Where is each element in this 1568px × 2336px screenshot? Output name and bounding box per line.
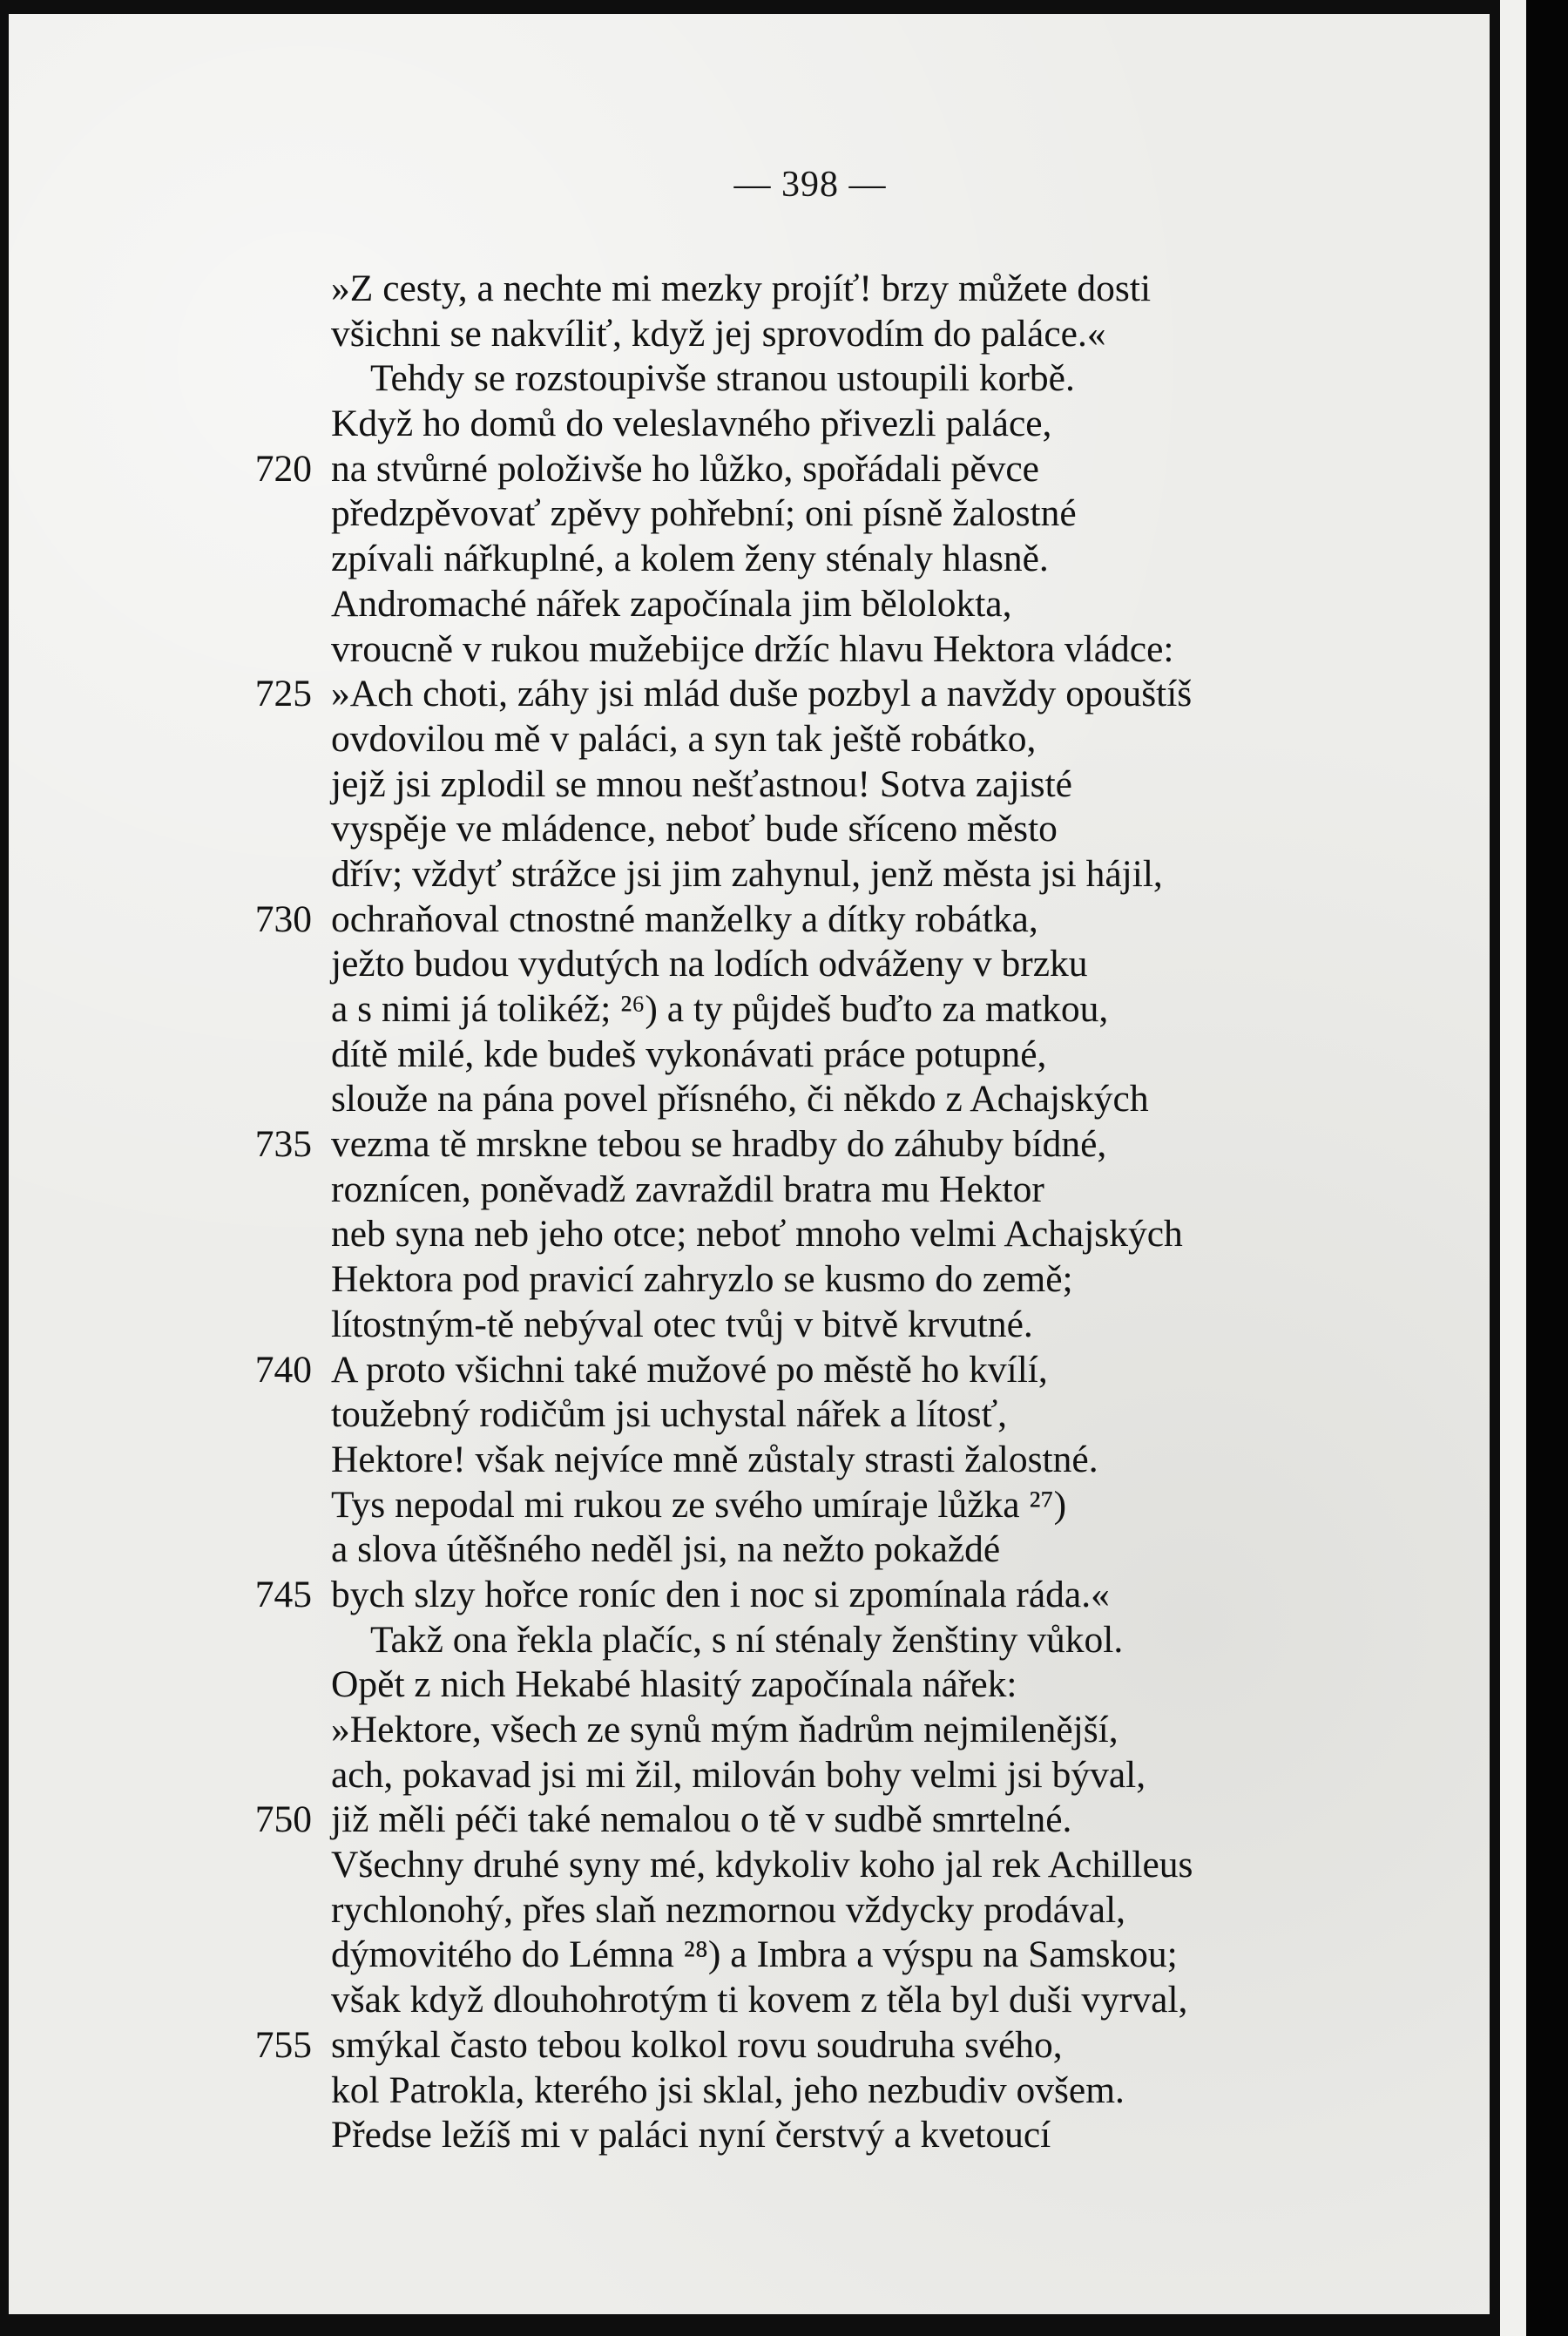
verse-text: Tys nepodal mi rukou ze svého umíraje lůžka ²⁷)	[331, 1483, 1067, 1526]
verse-line	[9, 852, 1490, 897]
verse-text: Takž ona řekla plačíc, s ní sténaly ženštiny vůkol.	[370, 1618, 1124, 1661]
verse-text: Tehdy se rozstoupivše stranou ustoupili korbě.	[370, 357, 1075, 400]
verse-line	[9, 447, 1490, 492]
verse-line	[9, 537, 1490, 582]
line-number: 720	[254, 447, 312, 490]
verse-text: předzpěvovať zpěvy pohřební; oni písně žalostné	[331, 492, 1077, 535]
verse-line	[9, 1798, 1490, 1843]
verse-line	[9, 2113, 1490, 2158]
verse-line	[9, 627, 1490, 673]
verse-text: ochraňoval ctnostné manželky a dítky robátka,	[331, 897, 1038, 940]
line-number: 730	[254, 897, 312, 940]
verse-text: »Hektore, všech ze synů mým ňadrům nejmilenější,	[331, 1709, 1119, 1750]
verse-text: a s nimi já tolikéž; ²⁶) a ty půjdeš buďto za matkou,	[331, 988, 1109, 1030]
verse-line	[9, 1212, 1490, 1257]
line-number: 750	[254, 1798, 312, 1841]
verse-line	[9, 1527, 1490, 1573]
verse-text: dítě milé, kde budeš vykonávati práce potupné,	[331, 1033, 1047, 1075]
verse-text: slouže na pána povel přísného, či někdo z Achajských	[331, 1078, 1149, 1121]
verse-text: a slova útěšného neděl jsi, na nežto pokaždé	[331, 1528, 1001, 1571]
verse-line	[9, 491, 1490, 537]
verse-line	[9, 987, 1490, 1033]
verse-text: roznícen, poněvadž zavraždil bratra mu Hektor	[331, 1168, 1044, 1210]
verse-text: Hektore! však nejvíce mně zůstaly strasti žalostné.	[331, 1438, 1098, 1480]
verse-line	[9, 582, 1490, 627]
verse-text: Andromaché nářek započínala jim bělolokta,	[331, 582, 1012, 625]
verse-line	[9, 356, 1490, 402]
verse-text: Všechny druhé syny mé, kdykoliv koho jal rek Achilleus	[331, 1844, 1193, 1886]
verse-text: toužebný rodičům jsi uchystal nářek a lítosť,	[331, 1393, 1008, 1436]
verse-line	[9, 1122, 1490, 1168]
verse-line	[9, 1933, 1490, 1978]
verse-line	[9, 762, 1490, 808]
poem-text	[9, 267, 1490, 2158]
verse-line	[9, 1257, 1490, 1303]
verse-text: kol Patrokla, kterého jsi sklal, jeho nezbudiv ovšem.	[331, 2069, 1125, 2111]
line-number: 740	[254, 1348, 312, 1391]
verse-text: A proto všichni také mužové po městě ho kvílí,	[331, 1348, 1048, 1391]
verse-text: dýmovitého do Lémna ²⁸) a Imbra a výspu na Samskou;	[331, 1933, 1178, 1976]
verse-text: Opět z nich Hekabé hlasitý započínala nářek:	[331, 1663, 1017, 1706]
verse-line	[9, 807, 1490, 852]
verse-text: Hektora pod pravicí zahryzlo se kusmo do země;	[331, 1258, 1073, 1301]
verse-text: neb syna neb jeho otce; neboť mnoho velmi Achajských	[331, 1213, 1183, 1256]
line-number: 735	[254, 1123, 312, 1166]
verse-text: Předse ležíš mi v paláci nyní čerstvý a kvetoucí	[331, 2114, 1051, 2157]
verse-text: »Z cesty, a nechte mi mezky projíť! brzy můžete dosti	[331, 267, 1152, 309]
line-number: 745	[254, 1573, 312, 1615]
verse-text: vyspěje ve mládence, neboť bude sříceno město	[331, 808, 1058, 850]
verse-text: lítostným-tě nebýval otec tvůj v bitvě krvutné.	[331, 1303, 1033, 1345]
verse-text: na stvůrné položivše ho lůžko, spořádali pěvce	[331, 447, 1039, 490]
verse-text: »Ach choti, záhy jsi mlád duše pozbyl a navždy opouštíš	[331, 673, 1193, 715]
verse-line	[9, 1077, 1490, 1122]
verse-line	[9, 717, 1490, 762]
verse-line	[9, 2069, 1490, 2114]
verse-text: vroucně v rukou mužebijce držíc hlavu Hektora vládce:	[331, 627, 1174, 670]
verse-text: bych slzy hořce roníc den i noc si zpomínala ráda.«	[331, 1573, 1110, 1615]
line-number: 725	[254, 673, 312, 715]
verse-line	[9, 1483, 1490, 1528]
verse-line	[9, 1033, 1490, 1078]
verse-line	[9, 942, 1490, 987]
verse-text: však když dlouhohrotým ti kovem z těla byl duši vyrval,	[331, 1979, 1188, 2021]
verse-line	[9, 1753, 1490, 1798]
verse-line	[9, 1348, 1490, 1393]
verse-text: dřív; vždyť strážce jsi jim zahynul, jenž města jsi hájil,	[331, 852, 1163, 895]
verse-line	[9, 1843, 1490, 1888]
verse-line	[9, 1978, 1490, 2023]
verse-line	[9, 672, 1490, 717]
verse-line	[9, 2023, 1490, 2069]
verse-text: ježto budou vydutých na lodích odváženy v brzku	[331, 943, 1088, 985]
verse-text: rychlonohý, přes slaň nezmornou vždycky prodával,	[331, 1888, 1126, 1931]
verse-line	[9, 267, 1490, 312]
verse-text: ovdovilou mě v paláci, a syn tak ještě robátko,	[331, 717, 1037, 760]
verse-line	[9, 897, 1490, 943]
verse-line	[9, 1618, 1490, 1663]
scan-border	[1526, 0, 1568, 2336]
verse-line	[9, 1438, 1490, 1483]
verse-text: smýkal často tebou kolkol rovu soudruha svého,	[331, 2023, 1063, 2066]
book-page	[9, 14, 1490, 2314]
verse-text: jejž jsi zplodil se mnou nešťastnou! Sotva zajisté	[331, 762, 1072, 805]
verse-text: již měli péči také nemalou o tě v sudbě smrtelné.	[331, 1798, 1072, 1841]
verse-line	[9, 402, 1490, 447]
verse-text: Když ho domů do veleslavného přivezli paláce,	[331, 403, 1052, 445]
facing-page-edge	[1500, 0, 1526, 2336]
verse-text: všichni se nakvíliť, když jej sprovodím do paláce.«	[331, 312, 1106, 355]
line-number: 755	[254, 2023, 312, 2066]
verse-line	[9, 1708, 1490, 1753]
verse-line	[9, 1888, 1490, 1933]
verse-line	[9, 1392, 1490, 1438]
verse-line	[9, 1303, 1490, 1348]
verse-line	[9, 1573, 1490, 1618]
verse-text: zpívali nářkuplné, a kolem ženy sténaly hlasně.	[331, 538, 1049, 580]
verse-line	[9, 1662, 1490, 1708]
verse-line	[9, 312, 1490, 357]
page-number: — 398 —	[733, 165, 887, 205]
verse-text: ach, pokavad jsi mi žil, milován bohy velmi jsi býval,	[331, 1753, 1146, 1796]
verse-text: vezma tě mrskne tebou se hradby do záhuby bídné,	[331, 1123, 1107, 1166]
verse-line	[9, 1168, 1490, 1213]
